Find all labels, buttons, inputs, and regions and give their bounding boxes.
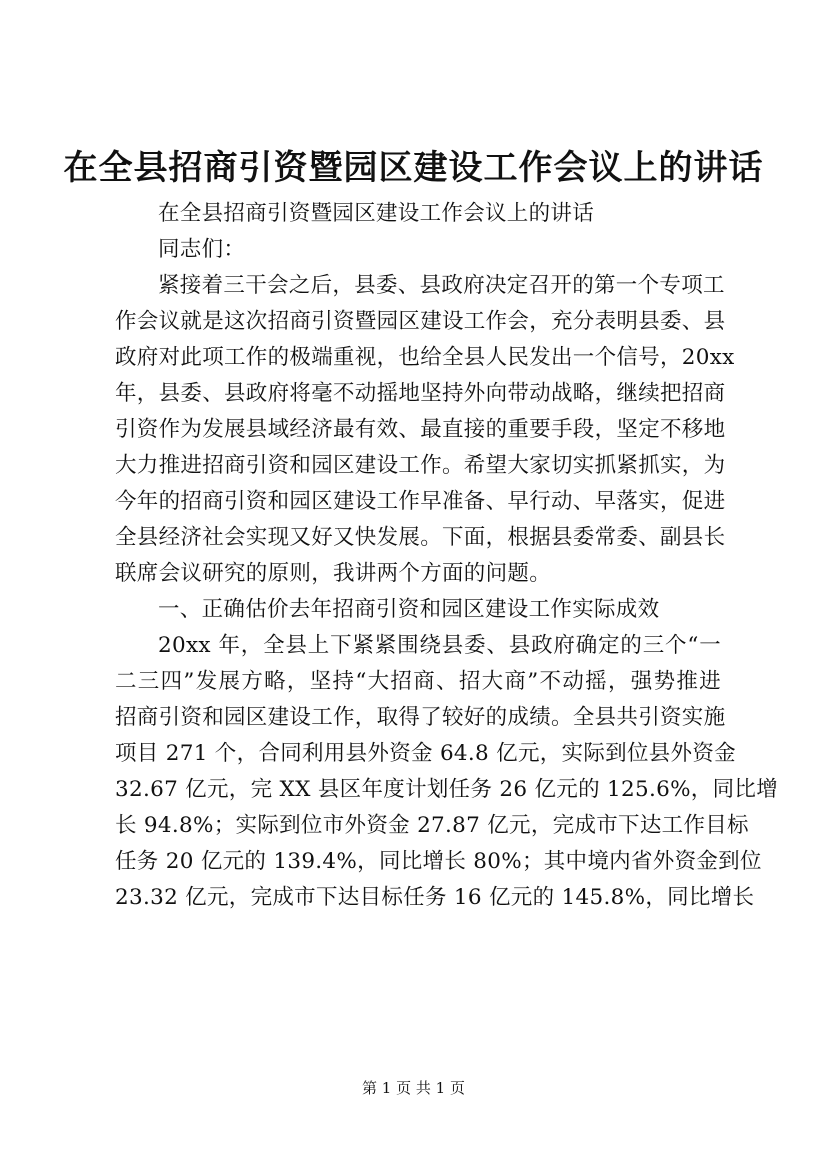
paragraph-line: 32.67 亿元，完 XX 县区年度计划任务 26 亿元的 125.6%，同比增 [115, 777, 779, 802]
paragraph-line: 联席会议研究的原则，我讲两个方面的问题。 [115, 561, 552, 586]
paragraph-line: 项目 271 个，合同利用县外资金 64.8 亿元，实际到位县外资金 [115, 741, 736, 766]
paragraph-line: 引资作为发展县域经济最有效、最直接的重要手段，坚定不移地 [115, 417, 726, 442]
paragraph-line: 23.32 亿元，完成市下达目标任务 16 亿元的 145.8%，同比增长 [115, 885, 755, 910]
paragraph-line: 二三四”发展方略，坚持“大招商、招大商”不动摇，强势推进 [115, 669, 721, 694]
paragraph-line: 长 94.8%；实际到位市外资金 27.87 亿元，完成市下达工作目标 [115, 813, 749, 838]
subtitle-line: 在全县招商引资暨园区建设工作会议上的讲话 [158, 201, 595, 226]
paragraph-line: 政府对此项工作的极端重视，也给全县人民发出一个信号，20xx [115, 345, 735, 370]
paragraph-line: 大力推进招商引资和园区建设工作。希望大家切实抓紧抓实，为 [115, 453, 726, 478]
paragraph-line: 紧接着三干会之后，县委、县政府决定召开的第一个专项工 [158, 273, 725, 298]
paragraph-line: 今年的招商引资和园区建设工作早准备、早行动、早落实，促进 [115, 489, 726, 514]
paragraph-line: 全县经济社会实现又好又快发展。下面，根据县委常委、副县长 [115, 525, 726, 550]
salutation-line: 同志们： [158, 237, 246, 262]
page-footer: 第 1 页 共 1 页 [362, 1079, 465, 1097]
document-body [115, 196, 779, 916]
paragraph-line: 20xx 年，全县上下紧紧围绕县委、县政府确定的三个“一 [158, 633, 721, 658]
paragraph-line: 任务 20 亿元的 139.4%，同比增长 80%；其中境内省外资金到位 [115, 849, 762, 874]
section-heading: 一、正确估价去年招商引资和园区建设工作实际成效 [158, 597, 660, 622]
document-title: 在全县招商引资暨园区建设工作会议上的讲话 [63, 148, 764, 188]
paragraph-line: 年，县委、县政府将毫不动摇地坚持外向带动战略，继续把招商 [115, 381, 726, 406]
paragraph-line: 作会议就是这次招商引资暨园区建设工作会，充分表明县委、县 [115, 309, 726, 334]
paragraph-line: 招商引资和园区建设工作，取得了较好的成绩。全县共引资实施 [115, 705, 726, 730]
